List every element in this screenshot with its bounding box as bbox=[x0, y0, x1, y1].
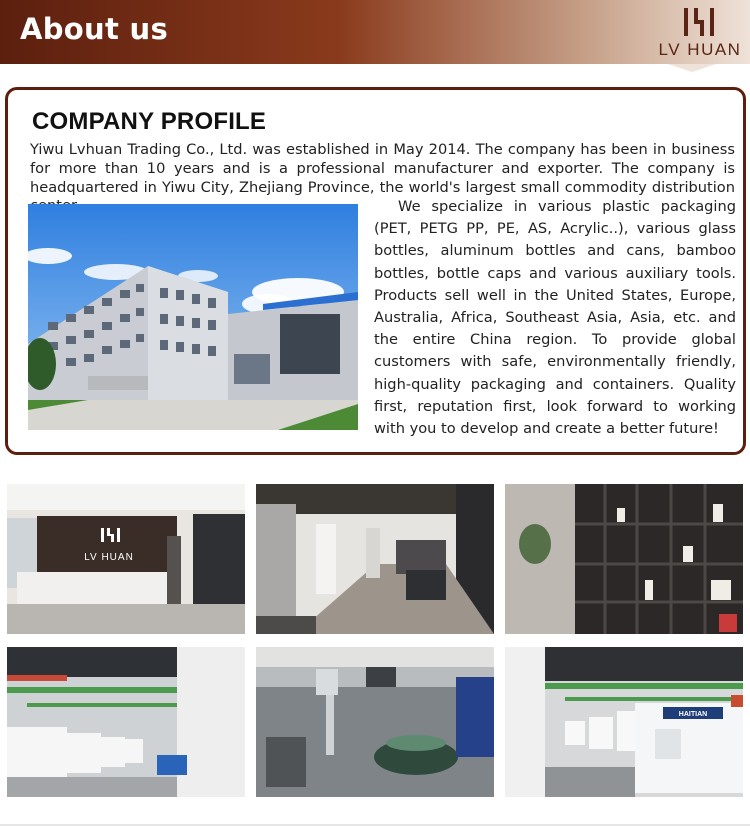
profile-detail-text: We specialize in various plastic packaging (PET, PETG PP, PE, AS, Acrylic..), various glass bottles, aluminum bottles and cans, bamboo bottles, bottle caps and various auxiliary tools. Products sell well in the United States, Europe, Australia, Africa, Southeast Asia, Asia, etc. and the entire China region. To provide global customers with safe, environmentally friendly, high-quality packaging and containers. Quality first, reputation first, look forward to working with you to develop and create a better future! bbox=[374, 198, 736, 438]
corridor-photo bbox=[256, 484, 494, 634]
workshop-line-photo bbox=[7, 647, 245, 797]
page-title: About us bbox=[20, 12, 169, 46]
reception-sign-text: LV HUAN bbox=[84, 552, 134, 563]
profile-intro-text: Yiwu Lvhuan Trading Co., Ltd. was established in May 2014. The company has been in business for more than 10 years and is a professional manufacturer and exporter. The company is headquartered in Yiwu City, Zhejiang Province, the world's largest small commodity distribution bbox=[30, 141, 735, 196]
logo-notch bbox=[668, 64, 716, 72]
reception-photo bbox=[7, 484, 245, 634]
brand-logo bbox=[650, 2, 750, 70]
profile-heading: COMPANY PROFILE bbox=[32, 108, 267, 135]
showroom-photo bbox=[505, 484, 743, 634]
page-header bbox=[0, 0, 750, 64]
brand-name: LV HUAN bbox=[658, 40, 742, 59]
injection-machines-photo bbox=[505, 647, 743, 797]
machine-brand-label: HAITIAN bbox=[678, 711, 708, 718]
company-profile-card bbox=[5, 87, 746, 455]
lv-huan-logo-icon bbox=[682, 6, 716, 38]
company-building-photo bbox=[28, 204, 358, 430]
assembly-machine-photo bbox=[256, 647, 494, 797]
